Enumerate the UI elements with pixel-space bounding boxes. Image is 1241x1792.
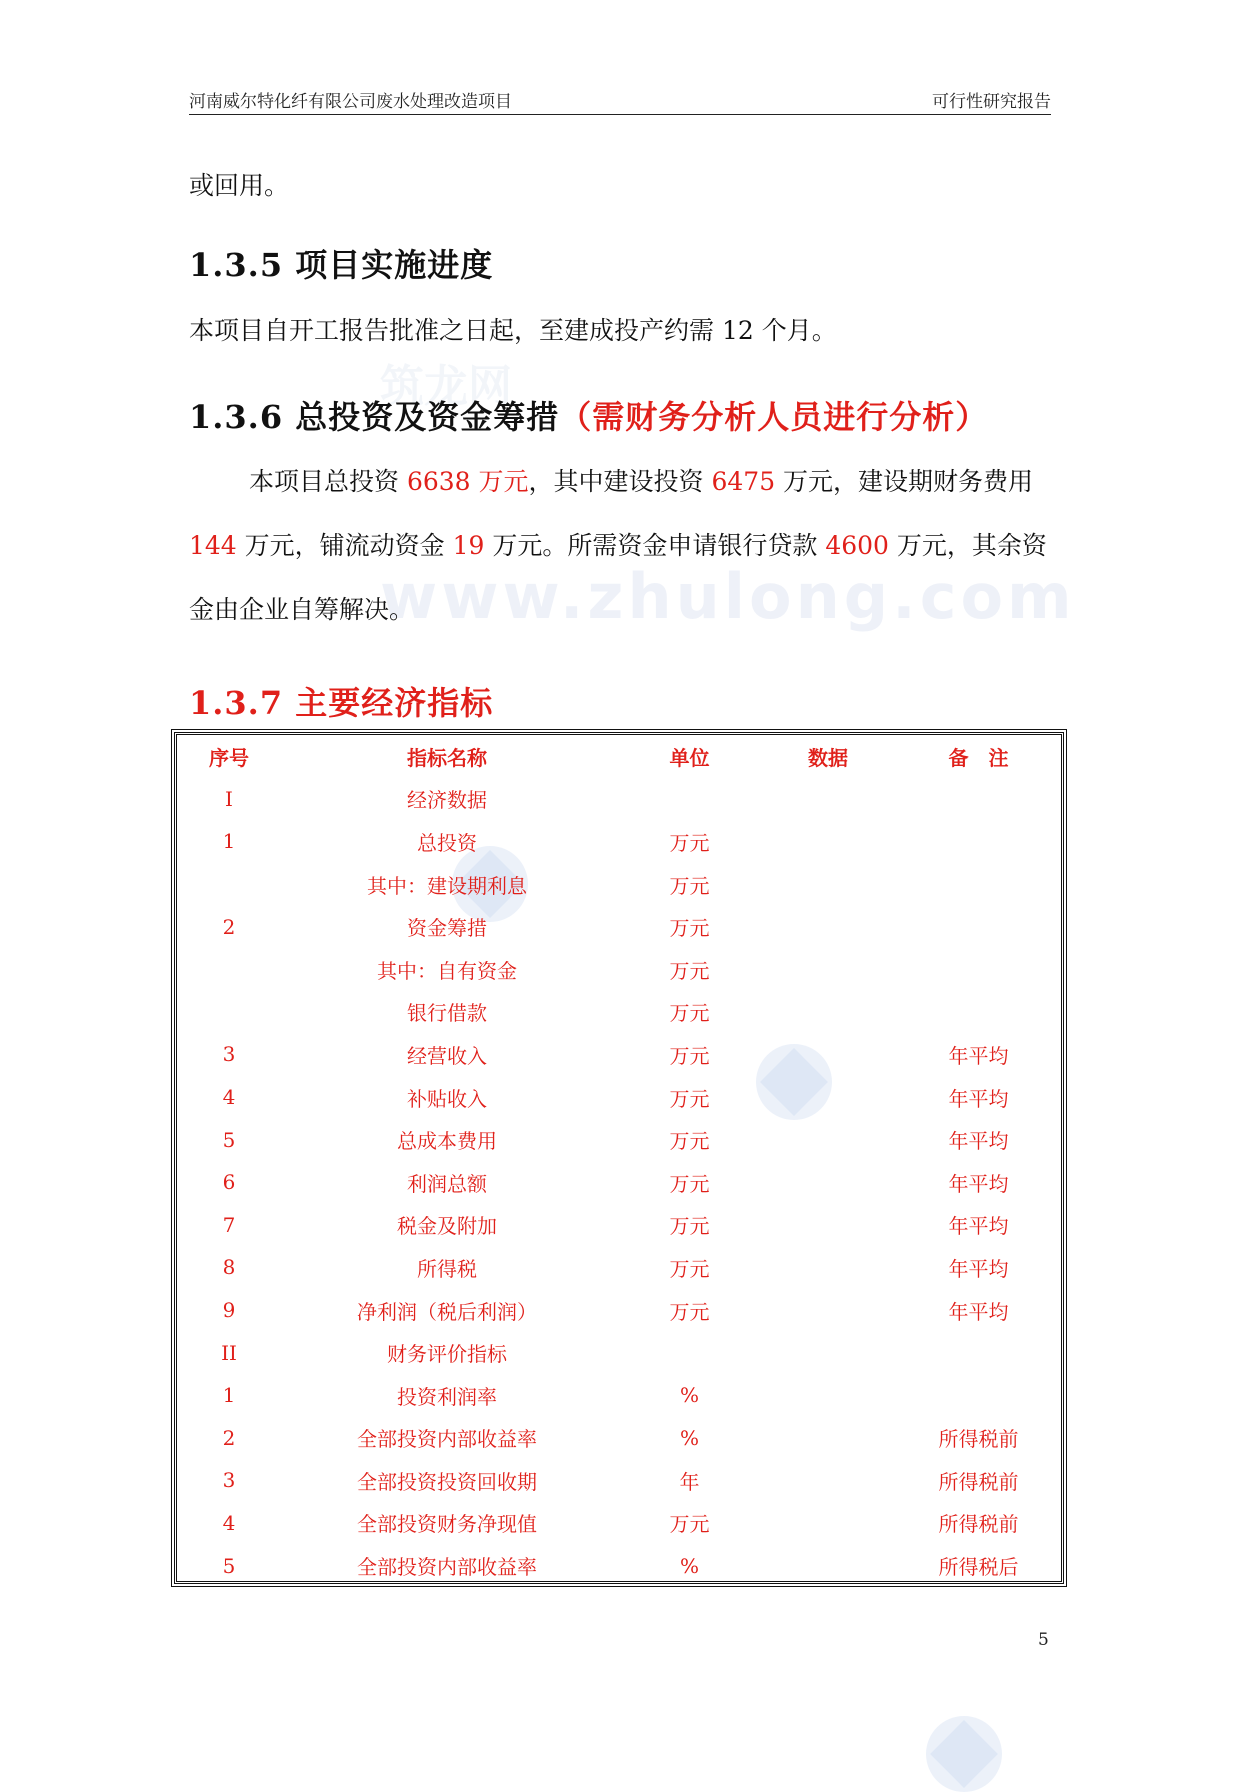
cell-unit	[613, 778, 766, 821]
cell-remark: 年平均	[948, 1129, 1009, 1154]
cell-remark: 所得税前	[938, 1469, 1019, 1494]
cell-data	[766, 1289, 890, 1332]
cell-indicator-name: 投资利润率	[397, 1384, 497, 1409]
cell-indicator-name: 全部投资财务净现值	[357, 1512, 537, 1537]
economic-indicators-table	[174, 732, 1064, 1584]
table-row	[177, 1289, 1067, 1332]
cell-indicator-name: 全部投资投资回收期	[357, 1469, 537, 1494]
table-row	[177, 1204, 1067, 1247]
cell-unit: 年	[679, 1469, 700, 1494]
watermark-flower-icon	[926, 1716, 1002, 1792]
cell-index: 3	[222, 1468, 236, 1493]
cell-unit: 万元	[669, 1256, 710, 1281]
table-header-row	[177, 735, 1067, 778]
cell-unit: %	[679, 1383, 699, 1408]
heading-1-3-6-main: 1.3.6 总投资及资金筹措	[189, 398, 560, 436]
header-project-title: 河南威尔特化纤有限公司废水处理改造项目	[189, 92, 512, 112]
watermark-logo-text: 筑龙网	[380, 361, 512, 412]
cell-data	[766, 1502, 890, 1545]
cell-remark: 所得税前	[938, 1427, 1019, 1452]
cell-data	[766, 1204, 890, 1247]
paragraph-continuation: 或回用。	[189, 171, 290, 200]
cell-index: 1	[222, 829, 236, 854]
heading-1-3-7: 1.3.7 主要经济指标	[189, 684, 494, 722]
paragraph-schedule: 本项目自开工报告批准之日起，至建成投产约需 12 个月。	[189, 316, 837, 345]
cell-index	[177, 991, 281, 1034]
cell-index: 2	[222, 914, 236, 939]
table-row	[177, 1161, 1067, 1204]
cell-index: 4	[222, 1510, 236, 1535]
cell-remark: 年平均	[948, 1214, 1009, 1239]
cell-data	[766, 1374, 890, 1417]
cell-unit: 万元	[669, 1512, 710, 1537]
cell-indicator-name: 其中：自有资金	[377, 958, 517, 983]
table-row	[177, 1374, 1067, 1417]
cell-index: II	[221, 1340, 237, 1365]
cell-data	[766, 1118, 890, 1161]
paragraph-investment: 本项目总投资 6638 万元，其中建设投资 6475 万元，建设期财务费用 144 万元，铺流动资金 19 万元。所需资金申请银行贷款 4600 万元，其余资金由企业自筹解决。	[189, 467, 1047, 624]
cell-indicator-name: 补贴收入	[407, 1086, 487, 1111]
cell-indicator-name: 其中：建设期利息	[367, 873, 527, 898]
cell-index: 1	[222, 1383, 236, 1408]
cell-remark	[890, 905, 1067, 948]
table-row	[177, 1459, 1067, 1502]
cell-unit: 万元	[669, 1214, 710, 1239]
header-report-type: 可行性研究报告	[932, 92, 1051, 112]
table-row	[177, 1502, 1067, 1545]
cell-index	[177, 948, 281, 991]
cell-remark: 所得税后	[938, 1555, 1019, 1580]
table-row	[177, 1033, 1067, 1076]
cell-indicator-name: 净利润（税后利润）	[357, 1299, 537, 1324]
cell-data	[766, 948, 890, 991]
heading-1-3-6-note: （需财务分析人员进行分析）	[559, 398, 989, 436]
cell-unit: 万元	[669, 1001, 710, 1026]
cell-data	[766, 991, 890, 1034]
table-row	[177, 948, 1067, 991]
cell-remark	[890, 863, 1067, 906]
cell-unit: 万元	[669, 1043, 710, 1068]
cell-data	[766, 1161, 890, 1204]
cell-index: 5	[222, 1553, 236, 1578]
table-row	[177, 820, 1067, 863]
cell-indicator-name: 资金筹措	[407, 916, 487, 941]
cell-indicator-name: 税金及附加	[397, 1214, 497, 1239]
indicators-table	[177, 735, 1067, 1587]
cell-data	[766, 1033, 890, 1076]
cell-unit: %	[679, 1553, 699, 1578]
cell-unit: 万元	[669, 873, 710, 898]
cell-indicator-name: 经济数据	[407, 788, 487, 813]
cell-unit: 万元	[669, 1299, 710, 1324]
header-data: 数据	[808, 745, 848, 770]
cell-indicator-name: 经营收入	[407, 1043, 487, 1068]
cell-unit: 万元	[669, 1129, 710, 1154]
table-row	[177, 1246, 1067, 1289]
cell-indicator-name: 所得税	[417, 1256, 477, 1281]
table-row	[177, 991, 1067, 1034]
cell-remark: 所得税前	[938, 1512, 1019, 1537]
cell-remark: 年平均	[948, 1086, 1009, 1111]
cell-remark	[890, 948, 1067, 991]
watermark-url: www.zhulong.com	[380, 560, 1076, 633]
cell-remark: 年平均	[948, 1043, 1009, 1068]
cell-data	[766, 1417, 890, 1460]
cell-indicator-name: 财务评价指标	[387, 1342, 507, 1367]
table-row	[177, 1417, 1067, 1460]
cell-index	[177, 863, 281, 906]
cell-unit: 万元	[669, 830, 710, 855]
header-remark: 备 注	[948, 745, 1009, 770]
cell-remark	[890, 1331, 1067, 1374]
cell-remark: 年平均	[948, 1256, 1009, 1281]
cell-indicator-name: 总投资	[417, 830, 477, 855]
cell-data	[766, 1331, 890, 1374]
page-header	[189, 88, 1051, 115]
cell-indicator-name: 利润总额	[407, 1171, 487, 1196]
cell-indicator-name: 总成本费用	[397, 1129, 497, 1154]
cell-unit: 万元	[669, 916, 710, 941]
header-indicator-name: 指标名称	[407, 745, 487, 770]
cell-data	[766, 1459, 890, 1502]
cell-index: 6	[222, 1170, 236, 1195]
cell-data	[766, 820, 890, 863]
cell-remark	[890, 778, 1067, 821]
cell-indicator-name: 全部投资内部收益率	[357, 1427, 537, 1452]
cell-data	[766, 1544, 890, 1587]
cell-index: 5	[222, 1127, 236, 1152]
cell-index: 2	[222, 1425, 236, 1450]
cell-indicator-name: 银行借款	[407, 1001, 487, 1026]
cell-unit: 万元	[669, 1086, 710, 1111]
header-unit: 单位	[669, 745, 710, 770]
cell-index: 8	[222, 1255, 236, 1280]
heading-1-3-6	[189, 392, 988, 438]
cell-data	[766, 863, 890, 906]
cell-index: 9	[222, 1298, 236, 1323]
page-number: 5	[1038, 1630, 1049, 1650]
cell-index: 4	[222, 1085, 236, 1110]
table-row	[177, 905, 1067, 948]
cell-remark: 年平均	[948, 1299, 1009, 1324]
table-row	[177, 1331, 1067, 1374]
table-row	[177, 1544, 1067, 1587]
cell-data	[766, 905, 890, 948]
cell-remark: 年平均	[948, 1171, 1009, 1196]
cell-remark	[890, 820, 1067, 863]
cell-index: I	[225, 786, 233, 811]
cell-remark	[890, 1374, 1067, 1417]
cell-unit: 万元	[669, 958, 710, 983]
cell-data	[766, 1246, 890, 1289]
cell-data	[766, 1076, 890, 1119]
cell-remark	[890, 991, 1067, 1034]
cell-unit: %	[679, 1425, 699, 1450]
heading-1-3-5: 1.3.5 项目实施进度	[189, 246, 494, 284]
table-row	[177, 1076, 1067, 1119]
cell-unit: 万元	[669, 1171, 710, 1196]
header-index: 序号	[209, 745, 249, 770]
cell-indicator-name: 全部投资内部收益率	[357, 1555, 537, 1580]
cell-index: 7	[222, 1212, 236, 1237]
cell-data	[766, 778, 890, 821]
cell-unit	[613, 1331, 766, 1374]
table-row	[177, 863, 1067, 906]
cell-index: 3	[222, 1042, 236, 1067]
table-row	[177, 1118, 1067, 1161]
table-row	[177, 778, 1067, 821]
